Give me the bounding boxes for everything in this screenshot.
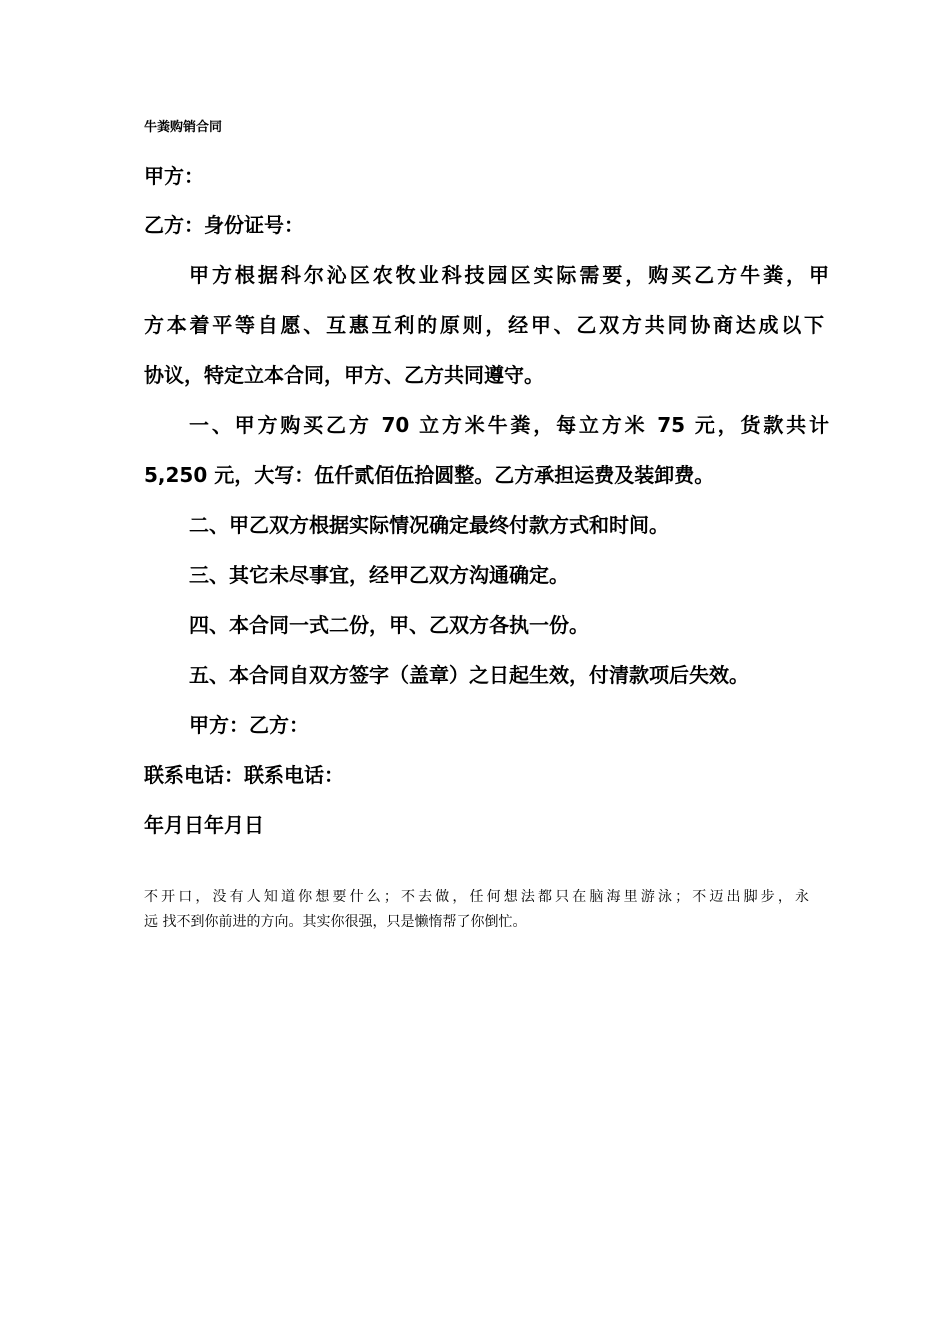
footer-note-line-1: 不开口，没有人知道你想要什么；不去做，任何想法都只在脑海里游泳；不迈出脚步，永 bbox=[144, 889, 809, 905]
clause-3: 三、其它未尽事宜，经甲乙双方沟通确定。 bbox=[189, 563, 569, 587]
footer-note-line-2: 远 找不到你前进的方向。其实你很强，只是懒惰帮了你倒忙。 bbox=[144, 914, 527, 930]
clause-2: 二、甲乙双方根据实际情况确定最终付款方式和时间。 bbox=[189, 513, 669, 537]
party-a-line: 甲方： bbox=[144, 164, 204, 188]
intro-line-2: 方本着平等自愿、互惠互利的原则，经甲、乙双方共同协商达成以下 bbox=[144, 313, 824, 337]
date-line: 年月日年月日 bbox=[144, 813, 264, 837]
clause-1-line-1: 一、甲方购买乙方 70 立方米牛粪，每立方米 75 元，货款共计 bbox=[189, 413, 829, 437]
phone-line: 联系电话：联系电话： bbox=[144, 763, 344, 787]
clause-4: 四、本合同一式二份，甲、乙双方各执一份。 bbox=[189, 613, 589, 637]
intro-line-3: 协议，特定立本合同，甲方、乙方共同遵守。 bbox=[144, 363, 544, 387]
clause-5: 五、本合同自双方签字（盖章）之日起生效，付清款项后失效。 bbox=[189, 663, 749, 687]
clause-1-line-2: 5,250 元，大写：伍仟贰佰伍拾圆整。乙方承担运费及装卸费。 bbox=[144, 463, 715, 487]
signature-line: 甲方：乙方： bbox=[189, 713, 309, 737]
intro-line-1: 甲方根据科尔沁区农牧业科技园区实际需要，购买乙方牛粪，甲 bbox=[189, 263, 829, 287]
document-title: 牛粪购销合同 bbox=[144, 120, 223, 135]
party-b-line: 乙方：身份证号： bbox=[144, 213, 304, 237]
